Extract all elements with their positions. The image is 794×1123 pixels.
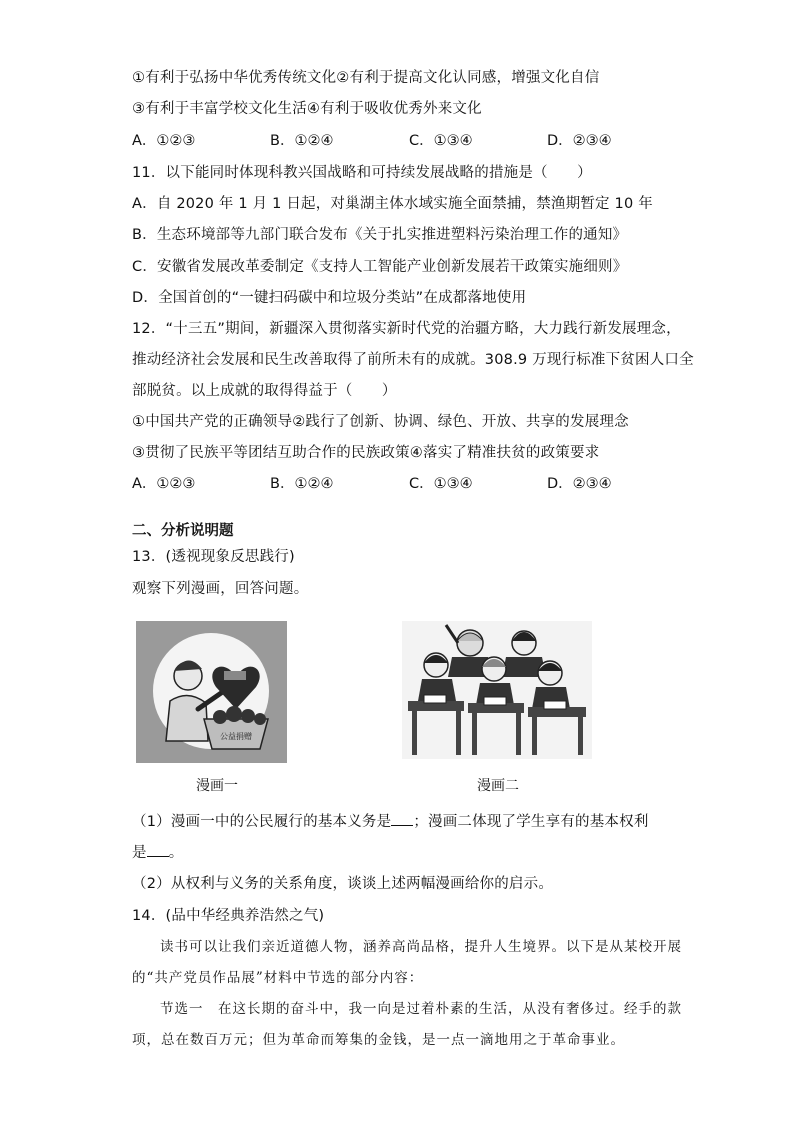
q12-statement-3-4: ③贯彻了民族平等团结互助合作的民族政策④落实了精准扶贫的政策要求 <box>132 445 600 461</box>
q12-option-b: B．①②④ <box>270 476 334 492</box>
q10-statement-1-2: ①有利于弘扬中华优秀传统文化②有利于提高文化认同感，增强文化自信 <box>132 70 600 86</box>
answer-blank-2[interactable] <box>147 844 169 857</box>
q10-option-a: A．①②③ <box>132 133 196 149</box>
q13-sub1-part-a: （1）漫画一中的公民履行的基本义务是 <box>132 814 392 830</box>
q10-option-c: C．①③④ <box>409 133 473 149</box>
q13-sub-question-2: （2）从权利与义务的关系角度，谈谈上述两幅漫画给你的启示。 <box>132 876 554 892</box>
q12-option-d: D．②③④ <box>547 476 612 492</box>
cartoon-1-image <box>136 621 287 763</box>
q12-statement-1-2: ①中国共产党的正确领导②践行了创新、协调、绿色、开放、共享的发展理念 <box>132 414 629 430</box>
q11-option-c: C．安徽省发展改革委制定《支持人工智能产业创新发展若干政策实施细则》 <box>132 259 628 275</box>
cartoon-2-image <box>402 621 592 759</box>
q13-title: 13．(透视现象反思践行) <box>132 549 295 565</box>
cartoon-1-caption: 漫画一 <box>196 778 238 794</box>
cartoon-1-basket-text: 公益捐赠 <box>220 732 252 741</box>
q11-option-b: B．生态环境部等九部门联合发布《关于扎实推进塑料污染治理工作的通知》 <box>132 227 628 243</box>
q13-sub1-part-c: 是 <box>132 845 147 861</box>
cartoon-1-drawing <box>136 621 287 763</box>
q11-stem: 11．以下能同时体现科教兴国战略和可持续发展战略的措施是（ ） <box>132 165 592 181</box>
section-2-title: 二、分析说明题 <box>132 523 234 539</box>
q14-para-1-line-1: 读书可以让我们亲近道德人物，涵养高尚品格，提升人生境界。以下是从某校开展 <box>160 939 682 955</box>
q11-option-a: A．自 2020 年 1 月 1 日起，对巢湖主体水域实施全面禁捕，禁渔期暂定 10 年 <box>132 196 653 212</box>
q10-option-b: B．①②④ <box>270 133 334 149</box>
q12-stem-line-1: 12．“十三五”期间，新疆深入贯彻落实新时代党的治疆方略，大力践行新发展理念， <box>132 321 681 337</box>
q14-para-2-line-1: 节选一 在这长期的奋斗中，我一向是过着朴素的生活，从没有奢侈过。经手的款 <box>160 1001 682 1017</box>
answer-blank-1[interactable] <box>391 813 413 826</box>
q12-option-c: C．①③④ <box>409 476 473 492</box>
q12-option-a: A．①②③ <box>132 476 196 492</box>
q10-statement-3-4: ③有利于丰富学校文化生活④有利于吸收优秀外来文化 <box>132 101 482 117</box>
q14-para-1-line-2: 的“共产党员作品展”材料中节选的部分内容： <box>132 970 424 986</box>
q14-para-2-line-2: 项，总在数百万元；但为革命而筹集的金钱，是一点一滴地用之于革命事业。 <box>132 1032 625 1048</box>
q13-sub-question-1-line-2 <box>132 841 183 862</box>
q12-stem-line-3: 部脱贫。以上成就的取得得益于（ ） <box>132 383 397 399</box>
q10-option-d: D．②③④ <box>547 133 612 149</box>
q13-sub-question-1-line-1 <box>132 810 649 831</box>
cartoon-2-caption: 漫画二 <box>477 778 519 794</box>
q12-stem-line-2: 推动经济社会发展和民生改善取得了前所未有的成就。308.9 万现行标准下贫困人口全 <box>132 352 694 368</box>
q13-sub1-part-d: 。 <box>168 845 184 861</box>
cartoon-2-drawing <box>402 621 592 759</box>
q13-intro: 观察下列漫画，回答问题。 <box>132 581 309 597</box>
q11-option-d: D．全国首创的“一键扫码碳中和垃圾分类站”在成都落地使用 <box>132 290 527 306</box>
q13-sub1-part-b: ；漫画二体现了学生享有的基本权利 <box>413 814 649 830</box>
q14-title: 14．(品中华经典养浩然之气) <box>132 908 325 924</box>
